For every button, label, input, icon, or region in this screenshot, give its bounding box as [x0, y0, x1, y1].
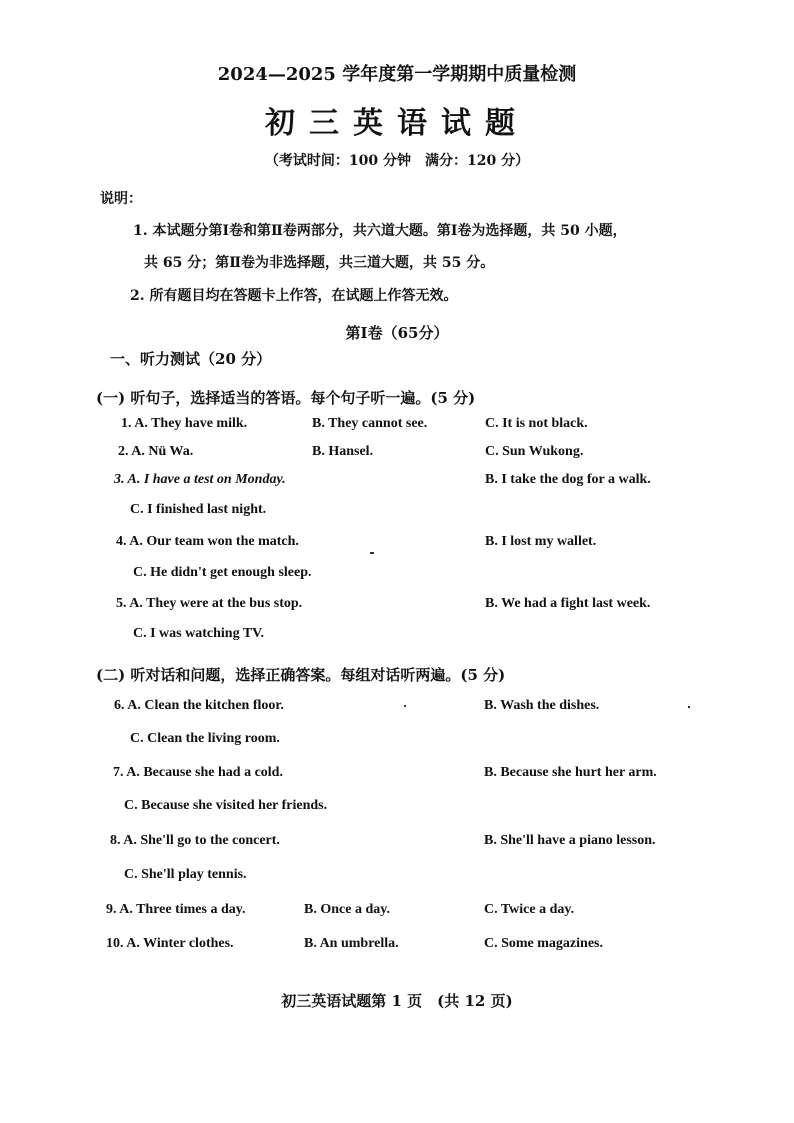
instruction-item-1-line-2: 共 65 分；第Ⅱ卷为非选择题，共三道大题，共 55 分。	[144, 255, 495, 271]
scan-speck	[404, 705, 406, 707]
q8-option-c: C. She'll play tennis.	[124, 867, 247, 882]
q5-option-a: 5. A. They were at the bus stop.	[116, 596, 303, 611]
subsection-1-title: (一) 听句子，选择适当的答语。每个句子听一遍。(5 分)	[96, 389, 476, 407]
q8-option-b: B. She'll have a piano lesson.	[484, 833, 656, 848]
instructions-label: 说明：	[100, 191, 142, 207]
q1-option-a: 1. A. They have milk.	[121, 416, 248, 431]
q2-option-b: B. Hansel.	[312, 444, 374, 459]
q10-option-b: B. An umbrella.	[304, 936, 399, 951]
scan-speck	[688, 706, 690, 708]
q5-option-b: B. We had a fight last week.	[485, 596, 651, 611]
exam-title: 2024—2025 学年度第一学期期中质量检测	[217, 64, 577, 85]
q1-option-b: B. They cannot see.	[312, 416, 428, 431]
q1-option-c: C. It is not black.	[485, 416, 588, 431]
q2-option-a: 2. A. Nü Wa.	[118, 444, 194, 459]
q7-option-c: C. Because she visited her friends.	[124, 798, 328, 813]
q5-option-c: C. I was watching TV.	[133, 626, 264, 641]
q9-option-c: C. Twice a day.	[484, 902, 575, 917]
q6-option-b: B. Wash the dishes.	[484, 698, 600, 713]
subsection-2-title: (二) 听对话和问题，选择正确答案。每组对话听两遍。(5 分)	[96, 666, 506, 684]
instruction-item-2: 2. 所有题目均在答题卡上作答，在试题上作答无效。	[130, 288, 458, 304]
q3-option-c: C. I finished last night.	[130, 502, 267, 517]
q10-option-a: 10. A. Winter clothes.	[106, 936, 234, 951]
q8-option-a: 8. A. She'll go to the concert.	[110, 833, 280, 848]
q2-option-c: C. Sun Wukong.	[485, 444, 584, 459]
q3-option-b: B. I take the dog for a walk.	[485, 472, 651, 487]
subject-title: 初三英语试题	[265, 106, 529, 141]
q3-option-a: 3. A. I have a test on Monday.	[114, 472, 286, 487]
page-footer: 初三英语试题第 1 页 (共 12 页)	[281, 992, 513, 1010]
q9-option-a: 9. A. Three times a day.	[106, 902, 246, 917]
q9-option-b: B. Once a day.	[304, 902, 390, 917]
q4-option-c: C. He didn't get enough sleep.	[133, 565, 312, 580]
q6-option-c: C. Clean the living room.	[130, 731, 280, 746]
q10-option-c: C. Some magazines.	[484, 936, 603, 951]
q7-option-b: B. Because she hurt her arm.	[484, 765, 657, 780]
part-1-title: 第Ⅰ卷（65分）	[345, 324, 449, 342]
q4-option-a: 4. A. Our team won the match.	[116, 534, 299, 549]
instruction-item-1-line-1: 1. 本试题分第Ⅰ卷和第Ⅱ卷两部分，共六道大题。第Ⅰ卷为选择题，共 50 小题，	[133, 223, 627, 239]
exam-info: （考试时间：100 分钟 满分：120 分）	[264, 153, 530, 169]
section-1-title: 一、听力测试（20 分）	[110, 350, 272, 368]
q6-option-a: 6. A. Clean the kitchen floor.	[114, 698, 284, 713]
scan-speck	[370, 552, 374, 554]
q7-option-a: 7. A. Because she had a cold.	[113, 765, 283, 780]
q4-option-b: B. I lost my wallet.	[485, 534, 597, 549]
